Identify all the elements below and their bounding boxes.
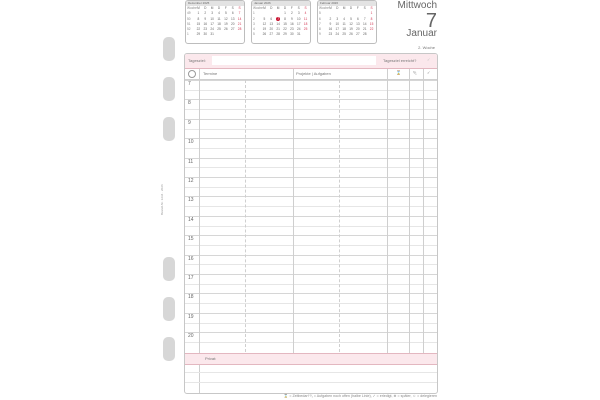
calendar-day: 14	[237, 16, 242, 21]
hour-label: 10	[188, 139, 194, 146]
calendar-week-number: 6	[319, 16, 321, 21]
calendar-weekday-header: S	[297, 6, 300, 10]
calendar-week-number: 49	[187, 11, 191, 16]
calendar-day: 7	[363, 16, 366, 21]
hour-label: 7	[188, 81, 191, 87]
hour-label: 15	[188, 236, 194, 243]
half-hour-line[interactable]	[185, 99, 437, 100]
half-hour-line[interactable]	[185, 196, 437, 197]
column-guide-dash	[339, 80, 340, 352]
half-hour-line[interactable]	[185, 313, 437, 314]
calendar-week-number: 4	[253, 27, 255, 32]
calendar-day	[368, 32, 375, 37]
binder-tab	[163, 257, 175, 281]
calendar-day: 11	[303, 16, 308, 21]
calendar-day: 10	[210, 16, 214, 21]
calendar-day: 22	[196, 27, 201, 32]
calendar-day	[229, 32, 236, 37]
hour-label: 19	[188, 313, 194, 320]
hour-label: 16	[188, 255, 194, 262]
calendar-day: 12	[349, 21, 353, 26]
calendar-day: 23	[328, 32, 333, 37]
binder-tab	[163, 37, 175, 61]
calendar-day: 3	[336, 16, 339, 21]
calendar-day: 18	[342, 27, 346, 32]
hour-label: 8	[188, 100, 191, 107]
calendar-day: 13	[230, 16, 235, 21]
half-hour-line[interactable]	[185, 235, 437, 236]
check-column-divider	[423, 69, 424, 357]
calendar-week-number: 5	[253, 32, 255, 37]
hour-label: 14	[188, 216, 194, 223]
calendar-day: 8	[284, 16, 286, 21]
calendar-day: 19	[349, 27, 353, 32]
half-hour-line[interactable]	[185, 323, 437, 324]
week-number: 2. Woche	[418, 45, 435, 50]
half-hour-line[interactable]	[185, 129, 437, 130]
hour-label: 13	[188, 197, 194, 204]
side-label: Bestell-Nr. 1234 · 2026	[160, 184, 164, 215]
calendar-weekday-header: D	[349, 6, 353, 10]
calendar-weekday-header: Woche	[319, 6, 329, 10]
private-line[interactable]	[185, 372, 437, 373]
hourglass-icon: ⌛	[396, 70, 401, 75]
calendar-day: 5	[350, 16, 352, 21]
calendar-day: 20	[230, 21, 235, 26]
half-hour-line[interactable]	[185, 90, 437, 91]
calendar-weekday-header: S	[363, 6, 366, 10]
mini-calendar-grid	[252, 6, 310, 38]
calendar-weekday-header: M	[329, 6, 332, 10]
time-column-divider	[199, 69, 200, 393]
half-hour-line[interactable]	[185, 274, 437, 275]
calendar-day: 17	[296, 21, 301, 26]
calendar-week-number: 1	[187, 32, 189, 37]
binder-tab	[163, 77, 175, 101]
calendar-day: 13	[269, 21, 274, 26]
calendar-day: 20	[356, 27, 360, 32]
calendar-day: 18	[303, 21, 308, 26]
calendar-week-number: 1	[253, 11, 255, 16]
calendar-day: 15	[196, 21, 201, 26]
half-hour-line[interactable]	[185, 216, 437, 217]
calendar-day: 27	[269, 32, 274, 37]
calendar-day: 22	[283, 27, 287, 32]
calendar-weekday-header: S	[231, 6, 234, 10]
calendar-week-number: 50	[187, 16, 191, 21]
calendar-day: 26	[349, 32, 353, 37]
calendar-day: 4	[343, 16, 346, 21]
half-hour-line[interactable]	[185, 303, 437, 304]
calendar-week-number: 5	[319, 11, 321, 16]
column-guide-dash	[245, 80, 246, 352]
calendar-day: 29	[283, 32, 287, 37]
calendar-day: 15	[369, 21, 374, 26]
calendar-day: 8	[197, 16, 200, 21]
hour-label: 11	[188, 158, 194, 165]
goal-bar	[185, 54, 437, 69]
half-hour-line[interactable]	[185, 206, 437, 207]
half-hour-line[interactable]	[185, 255, 437, 256]
hour-label: 20	[188, 333, 194, 340]
calendar-day: 11	[342, 21, 346, 26]
calendar-day: 9	[329, 21, 332, 26]
half-hour-line[interactable]	[185, 293, 437, 294]
day-planner	[184, 53, 438, 394]
calendar-day: 13	[356, 21, 360, 26]
calendar-day: 20	[269, 27, 274, 32]
calendar-day: 1	[197, 11, 200, 16]
half-hour-line[interactable]	[185, 80, 437, 81]
calendar-day: 10	[296, 16, 301, 21]
half-hour-line[interactable]	[185, 177, 437, 178]
calendar-day: 14	[362, 21, 367, 26]
calendar-weekday-header: D	[270, 6, 273, 10]
calendar-day: 27	[356, 32, 360, 37]
column-header-row	[185, 69, 437, 80]
calendar-day: 28	[237, 27, 242, 32]
half-hour-line[interactable]	[185, 332, 437, 333]
half-hour-line[interactable]	[185, 148, 437, 149]
calendar-weekday-header: F	[224, 6, 227, 10]
calendar-day: 21	[237, 21, 242, 26]
calendar-day: 7	[238, 11, 241, 16]
calendar-day: 11	[217, 16, 221, 21]
calendar-day: 29	[196, 32, 201, 37]
mini-calendar-next	[317, 0, 377, 44]
private-label: Privat:	[205, 356, 217, 361]
calendar-day: 3	[211, 11, 214, 16]
calendar-day: 21	[276, 27, 280, 32]
calendar-day: 9	[204, 16, 207, 21]
calendar-day: 2	[204, 11, 207, 16]
calendar-day: 28	[362, 32, 367, 37]
calendar-week-number: 7	[319, 21, 321, 26]
calendar-day: 23	[290, 27, 294, 32]
footer-legend: ⌛ = Zeitbedarf ⁰⁄₁ = Aufgaben noch offen (halbe Linie), ✓ = erledigt, ⊕ = später, ☺ = delegieren	[283, 394, 437, 398]
half-hour-line[interactable]	[185, 167, 437, 168]
calendar-day: 23	[203, 27, 208, 32]
calendar-day: 30	[290, 32, 294, 37]
calendar-day: 19	[262, 27, 267, 32]
calendar-week-number: 2	[253, 16, 255, 21]
calendar-day: 28	[276, 32, 280, 37]
calendar-day	[216, 32, 223, 37]
calendar-day: 31	[210, 32, 214, 37]
calendar-weekday-header: D	[204, 6, 207, 10]
calendar-day: 2	[329, 16, 332, 21]
calendar-day: 3	[297, 11, 300, 16]
calendar-day: 25	[217, 27, 221, 32]
calendar-day-today: 7	[277, 16, 280, 21]
calendar-weekday-header: S	[370, 6, 373, 10]
calendar-day: 16	[328, 27, 333, 32]
column-projekte: Projekte | Aufgaben	[296, 71, 331, 76]
calendar-day	[302, 32, 309, 37]
calendar-weekday-header: M	[263, 6, 266, 10]
half-hour-line[interactable]	[185, 109, 437, 110]
binder-tab	[163, 297, 175, 321]
calendar-day: 9	[290, 16, 293, 21]
calendar-weekday-header: S	[238, 6, 241, 10]
day-number: 7	[425, 10, 437, 32]
mini-calendar-title: Dezember 2025	[186, 1, 244, 6]
calendar-weekday-header: Woche	[187, 6, 197, 10]
calendar-week-number: 8	[319, 27, 321, 32]
half-hour-line[interactable]	[185, 284, 437, 285]
private-line[interactable]	[185, 382, 437, 383]
goal-input[interactable]	[212, 56, 376, 65]
calendar-weekday-header: M	[197, 6, 200, 10]
calendar-day: 22	[369, 27, 374, 32]
mini-calendar-current	[251, 0, 311, 44]
calendar-weekday-header: F	[290, 6, 293, 10]
hour-label: 18	[188, 294, 194, 301]
hour-label: 9	[188, 119, 191, 126]
calendar-day: 1	[284, 11, 286, 16]
time-need-column-divider	[387, 69, 388, 357]
binder-tab	[163, 337, 175, 361]
status-column-divider	[409, 69, 410, 357]
calendar-day: 24	[296, 27, 301, 32]
calendar-day: 12	[224, 16, 228, 21]
calendar-day: 5	[224, 11, 227, 16]
calendar-day: 6	[356, 16, 359, 21]
calendar-day: 4	[218, 11, 220, 16]
half-hour-line[interactable]	[185, 119, 437, 120]
private-bar	[185, 353, 437, 365]
goal-check-icon[interactable]: ✓	[427, 57, 431, 62]
goal-reached-label: Tagesziel erreicht?	[383, 58, 417, 63]
calendar-weekday-header: F	[356, 6, 359, 10]
half-hour-line[interactable]	[185, 342, 437, 343]
mini-calendar-grid	[318, 6, 376, 38]
calendar-weekday-header: D	[283, 6, 287, 10]
calendar-day: 16	[203, 21, 208, 26]
calendar-week-number: 3	[253, 21, 255, 26]
half-hour-line[interactable]	[185, 158, 437, 159]
calendar-day	[236, 32, 243, 37]
calendar-day: 2	[290, 11, 293, 16]
calendar-day: 18	[217, 21, 221, 26]
calendar-day: 31	[296, 32, 301, 37]
calendar-weekday-header: D	[336, 6, 339, 10]
calendar-day: 25	[342, 32, 346, 37]
status-icon: ⁰⁄₁	[413, 70, 417, 75]
calendar-day: 6	[231, 11, 234, 16]
calendar-day: 15	[283, 21, 287, 26]
column-termine: Termine	[203, 71, 218, 76]
calendar-day: 19	[224, 21, 228, 26]
mini-calendar-grid	[186, 6, 244, 38]
calendar-day: 17	[210, 21, 214, 26]
half-hour-line[interactable]	[185, 226, 437, 227]
mini-calendar-title: Januar 2026	[252, 1, 310, 6]
month: Januar	[406, 28, 437, 39]
calendar-day: 25	[303, 27, 308, 32]
clock-icon	[188, 70, 196, 78]
calendar-day: 24	[210, 27, 214, 32]
calendar-day	[222, 32, 229, 37]
calendar-day: 8	[370, 16, 373, 21]
calendar-day: 21	[362, 27, 367, 32]
calendar-week-number: 9	[319, 32, 321, 37]
goal-label: Tagesziel:	[188, 58, 206, 63]
calendar-week-number: 52	[187, 27, 191, 32]
half-hour-line[interactable]	[185, 245, 437, 246]
calendar-day: 26	[224, 27, 228, 32]
calendar-day: 24	[335, 32, 340, 37]
check-icon: ✓	[427, 70, 431, 75]
calendar-weekday-header: M	[276, 6, 280, 10]
mini-calendar-title: Februar 2026	[318, 1, 376, 6]
calendar-day: 16	[290, 21, 294, 26]
calendar-day: 14	[276, 21, 280, 26]
calendar-day: 10	[335, 21, 340, 26]
mini-calendar-prev	[185, 0, 245, 44]
half-hour-line[interactable]	[185, 187, 437, 188]
calendar-weekday-header: D	[217, 6, 221, 10]
calendar-weekday-header: S	[304, 6, 307, 10]
calendar-day: 12	[262, 21, 267, 26]
calendar-day: 1	[370, 11, 373, 16]
calendar-weekday-header: M	[210, 6, 214, 10]
calendar-day: 30	[203, 32, 208, 37]
calendar-day: 27	[230, 27, 235, 32]
calendar-day: 5	[263, 16, 266, 21]
binder-tab	[163, 117, 175, 141]
calendar-weekday-header: Woche	[253, 6, 263, 10]
projects-column-divider	[293, 69, 294, 357]
calendar-week-number: 51	[187, 21, 191, 26]
calendar-day: 17	[335, 27, 340, 32]
hour-label: 12	[188, 178, 194, 184]
calendar-day: 26	[262, 32, 267, 37]
half-hour-line[interactable]	[185, 138, 437, 139]
calendar-day: 4	[304, 11, 307, 16]
weekday: Mittwoch	[397, 0, 437, 11]
calendar-weekday-header: M	[342, 6, 346, 10]
calendar-day: 6	[270, 16, 273, 21]
half-hour-line[interactable]	[185, 264, 437, 265]
hour-label: 17	[188, 275, 194, 281]
